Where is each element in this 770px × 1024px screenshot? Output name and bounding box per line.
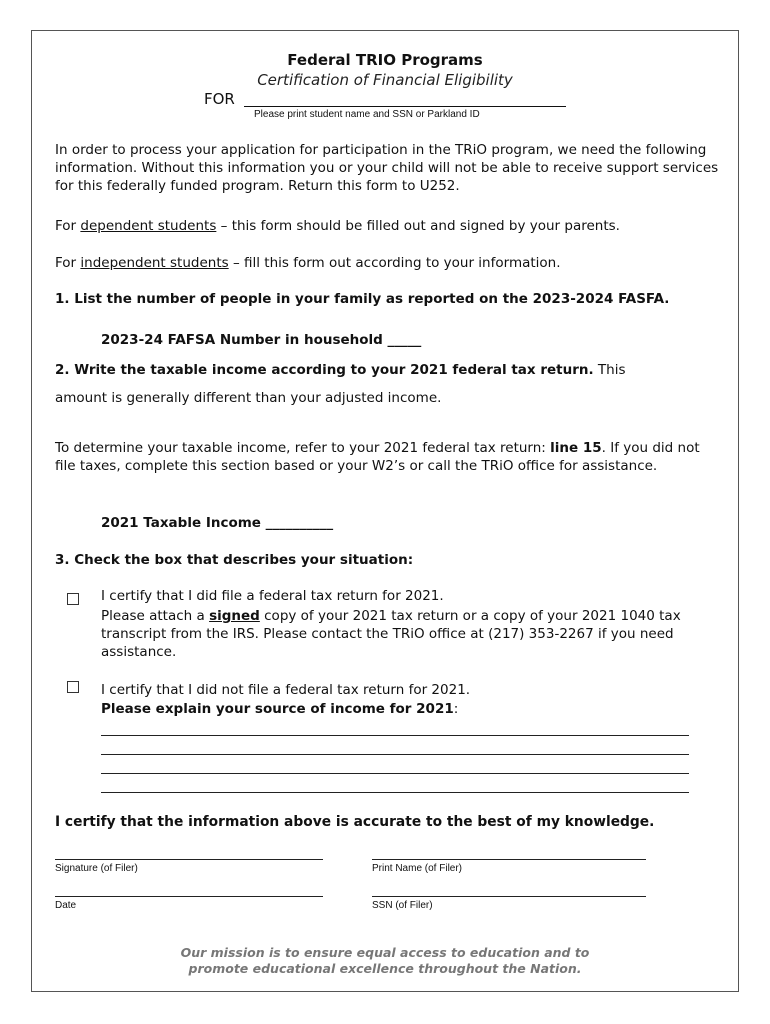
- explanation-line-2[interactable]: [101, 754, 689, 755]
- dependent-prefix: For: [55, 218, 81, 234]
- signature-line[interactable]: [55, 859, 323, 860]
- dependent-rest: – this form should be filled out and signed by your parents.: [216, 218, 620, 234]
- option-filed-b: copy of your 2021 tax return or a copy of your 2021 1040 tax transcript from the IRS. Please contact the TRiO office at (217) 353-2267 if you need assistance.: [101, 608, 681, 660]
- question-2-line2: amount is generally different than your adjusted income.: [55, 390, 442, 406]
- student-name-hint: Please print student name and SSN or Parkland ID: [254, 109, 480, 120]
- independent-prefix: For: [55, 255, 81, 271]
- explanation-line-1[interactable]: [101, 735, 689, 736]
- independent-students-note: [55, 254, 720, 272]
- explanation-line-4[interactable]: [101, 792, 689, 793]
- not-filed-checkbox[interactable]: [67, 681, 79, 693]
- signature-label: Signature (of Filer): [55, 863, 138, 874]
- for-label: FOR: [204, 90, 235, 108]
- household-number-field[interactable]: 2023-24 FAFSA Number in household _____: [101, 332, 422, 348]
- date-line[interactable]: [55, 896, 323, 897]
- option-not-filed-line1: I certify that I did not file a federal tax return for 2021.: [101, 682, 471, 698]
- help-a: To determine your taxable income, refer to your 2021 federal tax return:: [55, 440, 551, 456]
- income-source-colon: :: [453, 701, 459, 717]
- form-subtitle: Certification of Financial Eligibility: [257, 71, 513, 89]
- form-page: [31, 30, 739, 992]
- print-name-line[interactable]: [372, 859, 646, 860]
- question-2-bold: 2. Write the taxable income according to your 2021 federal tax return.: [55, 362, 594, 378]
- explanation-line-3[interactable]: [101, 773, 689, 774]
- certification-statement: I certify that the information above is accurate to the best of my knowledge.: [55, 814, 655, 830]
- dependent-term: dependent students: [80, 218, 217, 234]
- dependent-students-note: [55, 217, 720, 235]
- question-3: 3. Check the box that describes your situation:: [55, 552, 414, 568]
- independent-term: independent students: [80, 255, 229, 271]
- question-1: 1. List the number of people in your family as reported on the 2023-2024 FASFA.: [55, 291, 670, 307]
- option-filed-details: [101, 607, 701, 661]
- date-label: Date: [55, 900, 77, 911]
- option-filed-a: Please attach a: [101, 608, 210, 624]
- option-filed-signed: signed: [209, 608, 260, 624]
- help-b: . If you did not file taxes, complete this section based or your W2’s or call the TRiO office for assistance.: [55, 440, 700, 474]
- help-line-ref: line 15: [550, 440, 602, 456]
- taxable-income-field[interactable]: 2021 Taxable Income __________: [101, 515, 334, 531]
- ssn-label: SSN (of Filer): [372, 900, 433, 911]
- filed-return-checkbox[interactable]: [67, 593, 79, 605]
- option-not-filed-prompt: [101, 700, 701, 718]
- form-title: Federal TRIO Programs: [287, 51, 483, 69]
- independent-rest: – fill this form out according to your information.: [228, 255, 561, 271]
- question-2-rest: This: [593, 362, 626, 378]
- question-2: [55, 361, 720, 379]
- option-filed-line1: I certify that I did file a federal tax return for 2021.: [101, 588, 444, 604]
- ssn-line[interactable]: [372, 896, 646, 897]
- income-source-prompt: Please explain your source of income for 2021: [101, 701, 454, 717]
- intro-paragraph: In order to process your application for participation in the TRiO program, we need the following information. Without this information you or your child will not be able to receive support services for this federally funded program. Return this form to U252.: [55, 142, 719, 194]
- mission-statement: Our mission is to ensure equal access to education and to promote educational excellence throughout the Nation.: [180, 945, 590, 976]
- print-name-label: Print Name (of Filer): [372, 863, 463, 874]
- student-name-line[interactable]: [244, 106, 566, 107]
- taxable-income-help: [55, 439, 720, 475]
